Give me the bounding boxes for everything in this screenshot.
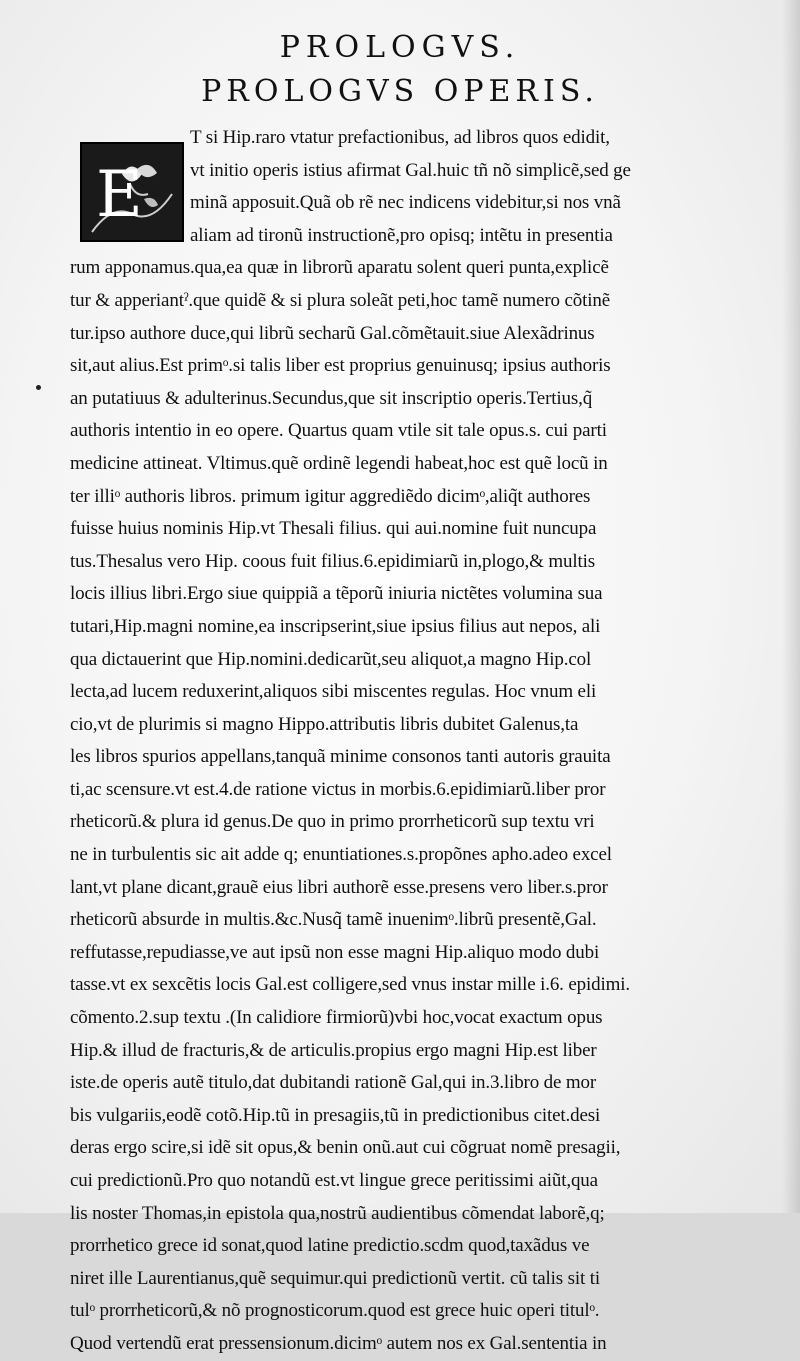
text-line: rheticorũ absurde in multis.&c.Nusq̃ tamẽ inuenimᵒ.librũ presentẽ,Gal. [70,909,597,931]
text-line: locis illius libri.Ergo siue quippiã a tẽporũ iniuria nictẽtes volumina sua [70,583,603,605]
text-line: reffutasse,repudiasse,ve aut ipsũ non esse magni Hip.aliquo modo dubi [70,941,600,963]
initial-letter-glyph: E [96,158,143,232]
text-line: lecta,ad lucem reduxerint,aliquos sibi miscentes regulas. Hoc vnum eli [70,681,597,703]
page-title: PROLOGVS OPERIS. [201,74,599,109]
text-line: ne in turbulentis sic ait adde q; enuntiationes.s.propõnes apho.adeo excel [70,844,612,866]
text-line: an putatiuus & adulterinus.Secundus,que sit inscriptio operis.Tertius,q̃ [70,387,593,409]
text-line: tulᵒ prorrheticorũ,& nõ prognosticorum.quod est grece huic operi titulᵒ. [70,1300,600,1322]
text-line: fuisse huius nominis Hip.vt Thesali filius. qui aui.nomine fuit nuncupa [70,518,597,540]
text-line: sit,aut alius.Est primᵒ.si talis liber est proprius genuinusq; ipsius authoris [70,355,611,377]
text-line: vt initio operis istius afirmat Gal.huic tñ nõ simplicẽ,sed ge [190,159,631,181]
text-line: cio,vt de plurimis si magno Hippo.attributis libris dubitet Galenus,ta [70,713,579,735]
text-line: aliam ad tironũ instructionẽ,pro opisq; intẽtu in presentia [190,224,613,246]
text-line: lant,vt plane dicant,grauẽ eius libri authorẽ esse.presens vero liber.s.pror [70,876,608,898]
margin-dot [36,385,41,390]
text-line: tasse.vt ex sexcẽtis locis Gal.est colligere,sed vnus instar mille i.6. epidimi. [70,974,630,996]
text-line: iste.de operis autẽ titulo,dat dubitandi rationẽ Gal,qui in.3.libro de mor [70,1072,597,1094]
body-text-block [70,122,760,1361]
text-line: cõmento.2.sup textu .(In calidiore firmiorũ)vbi hoc,vocat exactum opus [70,1007,603,1029]
text-line: deras ergo scire,si idẽ sit opus,& benin onũ.aut cui cõgruat nomẽ presagii, [70,1137,621,1159]
text-line: bis vulgariis,eodẽ cotõ.Hip.tũ in presagiis,tũ in predictionibus citet.desi [70,1104,601,1126]
gutter-shadow [782,0,800,1213]
text-line: les libros spurios appellans,tanquã minime consonos tanti autoris grauita [70,746,611,768]
text-line: tus.Thesalus vero Hip. coous fuit filius.6.epidimiarũ in,plogo,& multis [70,550,595,572]
text-line: Quod vertendũ erat pressensionum.dicimᵒ autem nos ex Gal.sententia in [70,1332,607,1354]
text-line: T si Hip.raro vtatur prefactionibus, ad libros quos edidit, [190,127,610,148]
text-line: rheticorũ.& plura id genus.De quo in primo prorrheticorũ sup textu vri [70,811,595,833]
text-line: qua dictauerint que Hip.nomini.dedicarũt,seu aliquot,a magno Hip.col [70,648,592,670]
text-line: prorrhetico grece id sonat,quod latine predictio.scdm quod,taxãdus ve [70,1235,590,1257]
text-line: medicine attineat. Vltimus.quẽ ordinẽ legendi habeat,hoc est quẽ locũ in [70,452,608,474]
text-line: lis noster Thomas,in epistola qua,nostrũ audientibus cõmendat laborẽ,q; [70,1202,605,1224]
text-line: authoris intentio in eo opere. Quartus quam vtile sit tale opus.s. cui parti [70,420,607,442]
text-line: cui predictionũ.Pro quo notandũ est.vt lingue grece peritissimi aiũt,qua [70,1170,598,1191]
text-line: ter illiᵒ authoris libros. primum igitur aggrediẽdo dicimᵒ,aliq̃t authores [70,485,591,507]
text-line: rum apponamus.qua,ea quæ in librorũ aparatu solent queri punta,explicẽ [70,257,609,279]
text-line: tur.ipso authore duce,qui librũ secharũ Gal.cõmẽtauit.siue Alexãdrinus [70,322,595,344]
text-line: tutari,Hip.magni nomine,ea inscripserint,siue ipsius filius aut nepos, ali [70,615,601,637]
running-head: PROLOGVS. [279,30,521,65]
text-line: ti,ac scensure.vt est.4.de ratione victus in morbis.6.epidimiarũ.liber pror [70,778,606,800]
text-line: minã apposuit.Quã ob rẽ nec indicens videbitur,si nos vnã [190,192,621,214]
text-line: tur & apperiantˀ.que quidẽ & si plura soleãt peti,hoc tamẽ numero cõtinẽ [70,289,610,311]
text-line: niret ille Laurentianus,quẽ sequimur.qui predictionũ vertit. cũ talis sit ti [70,1267,600,1289]
text-line: Hip.& illud de fracturis,& de articulis.propius ergo magni Hip.est liber [70,1039,597,1061]
